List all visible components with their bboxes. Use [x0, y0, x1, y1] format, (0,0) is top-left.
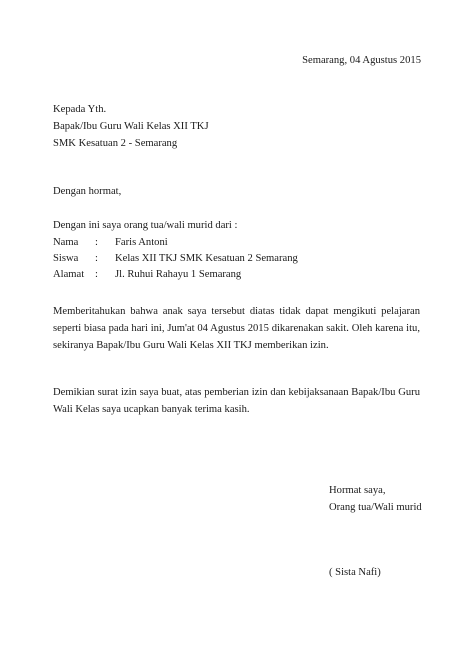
recipient-line-1: Kepada Yth.: [53, 104, 107, 115]
signoff-line-2: Orang tua/Wali murid: [329, 502, 422, 513]
greeting: Dengan hormat,: [53, 186, 122, 197]
signoff-line-1: Hormat saya,: [329, 485, 386, 496]
info-value: Jl. Ruhui Rahayu 1 Semarang: [115, 269, 242, 280]
info-separator: :: [95, 253, 98, 264]
info-label: Alamat: [53, 269, 85, 280]
intro-line: Dengan ini saya orang tua/wali murid dari :: [53, 220, 238, 231]
info-separator: :: [95, 269, 98, 280]
info-value: Kelas XII TKJ SMK Kesatuan 2 Semarang: [115, 253, 298, 264]
closing-paragraph: Demikian surat izin saya buat, atas pemberian izin dan kebijaksanaan Bapak/Ibu Guru Wali Kelas saya ucapkan banyak terima kasih.: [53, 387, 420, 415]
body-paragraph: Memberitahukan bahwa anak saya tersebut diatas tidak dapat mengikuti pelajaran seperti biasa pada hari ini, Jum'at 04 Agustus 2015 dikarenakan sakit. Oleh karena itu, sekiranya Bapak/Ibu Guru Wali Kelas XII TKJ memberikan izin.: [53, 306, 420, 351]
signatory-name: ( Sista Nafi): [329, 567, 381, 578]
info-separator: :: [95, 237, 98, 248]
info-label: Nama: [53, 237, 79, 248]
info-label: Siswa: [53, 253, 79, 264]
place-date: Semarang, 04 Agustus 2015: [302, 55, 421, 66]
recipient-line-2: Bapak/Ibu Guru Wali Kelas XII TKJ: [53, 121, 209, 132]
recipient-line-3: SMK Kesatuan 2 - Semarang: [53, 138, 178, 149]
info-value: Faris Antoni: [115, 237, 168, 248]
